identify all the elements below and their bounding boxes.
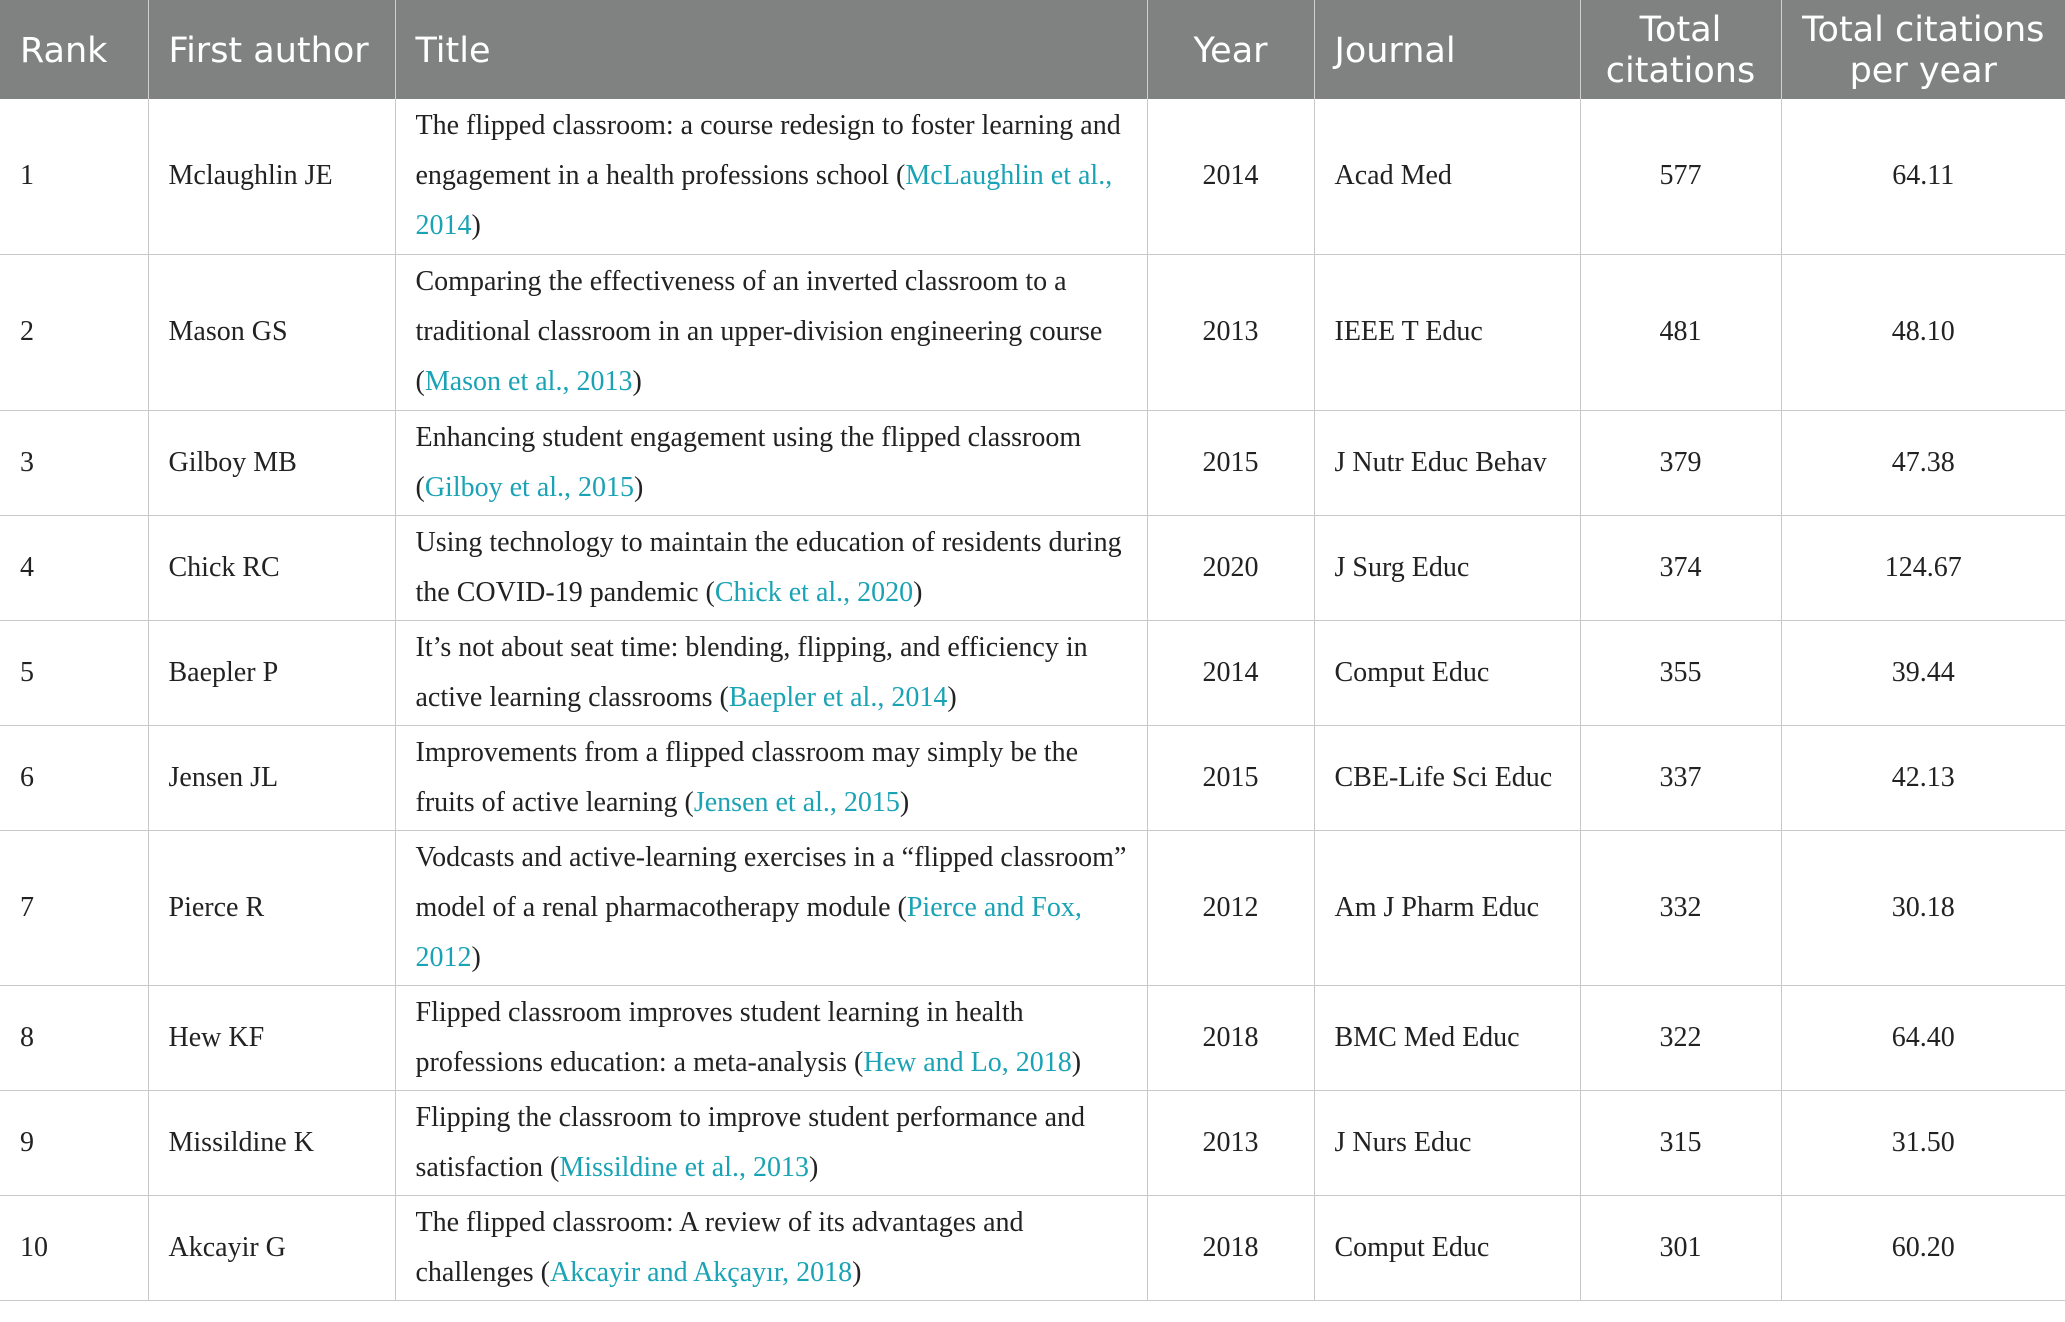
total-citations-cell: 355 [1580, 620, 1781, 725]
title-cell [395, 1195, 1147, 1300]
rank-cell: 4 [0, 515, 148, 620]
citation-link[interactable]: McLaughlin et al., 2014 [415, 160, 1113, 242]
total-citations-cell: 577 [1580, 99, 1781, 254]
author-cell: Jensen JL [148, 725, 395, 830]
closing-paren: ) [632, 366, 642, 397]
total-citations-cell: 301 [1580, 1195, 1781, 1300]
rank-cell: 6 [0, 725, 148, 830]
citations-per-year-cell: 64.11 [1781, 99, 2065, 254]
title-cell [395, 410, 1147, 515]
author-cell: Pierce R [148, 830, 395, 985]
year-cell: 2020 [1147, 515, 1314, 620]
year-cell: 2018 [1147, 985, 1314, 1090]
closing-paren: ) [471, 941, 481, 973]
journal-cell: IEEE T Educ [1314, 254, 1580, 410]
table-row [0, 1195, 2065, 1300]
title-text: The flipped classroom: a course redesign to foster learning and engagement in a health professions school ( [415, 110, 1121, 192]
year-cell: 2013 [1147, 254, 1314, 410]
title-cell [395, 725, 1147, 830]
rank-cell: 7 [0, 830, 148, 985]
citation-link[interactable]: Baepler et al., 2014 [728, 681, 948, 713]
title-text: It’s not about seat time: blending, flipping, and efficiency in active learning classrooms ( [415, 631, 1088, 713]
author-cell: Baepler P [148, 620, 395, 725]
journal-cell: Comput Educ [1314, 620, 1580, 725]
citations-per-year-cell: 48.10 [1781, 254, 2065, 410]
year-cell: 2015 [1147, 725, 1314, 830]
title-cell [395, 985, 1147, 1090]
year-cell: 2013 [1147, 1090, 1314, 1195]
author-cell: Gilboy MB [148, 410, 395, 515]
citation-link[interactable]: Chick et al., 2020 [714, 576, 914, 608]
rank-cell: 2 [0, 254, 148, 410]
title-cell [395, 830, 1147, 985]
table-body [0, 99, 2065, 1300]
citations-per-year-cell: 30.18 [1781, 830, 2065, 985]
author-cell: Hew KF [148, 985, 395, 1090]
total-citations-cell: 481 [1580, 254, 1781, 410]
journal-cell: Am J Pharm Educ [1314, 830, 1580, 985]
title-text: Vodcasts and active-learning exercises in a “flipped classroom” model of a renal pharmacotherapy module ( [415, 841, 1127, 923]
closing-paren: ) [471, 210, 481, 242]
journal-cell: Acad Med [1314, 99, 1580, 254]
table-row [0, 620, 2065, 725]
closing-paren: ) [809, 1151, 819, 1183]
header-total-citations: Total citations [1580, 0, 1781, 99]
journal-cell: J Nutr Educ Behav [1314, 410, 1580, 515]
table-header [0, 0, 2065, 99]
citation-link[interactable]: Hew and Lo, 2018 [863, 1046, 1072, 1078]
title-text: Using technology to maintain the education of residents during the COVID-19 pandemic ( [415, 526, 1122, 608]
closing-paren: ) [913, 576, 923, 608]
author-cell: Mclaughlin JE [148, 99, 395, 254]
header-citations-per-year: Total citations per year [1781, 0, 2065, 99]
total-citations-cell: 379 [1580, 410, 1781, 515]
closing-paren: ) [947, 681, 957, 713]
table-row [0, 515, 2065, 620]
rank-cell: 1 [0, 99, 148, 254]
author-cell: Mason GS [148, 254, 395, 410]
author-cell: Akcayir G [148, 1195, 395, 1300]
title-text: Improvements from a flipped classroom may simply be the fruits of active learning ( [415, 736, 1079, 818]
closing-paren: ) [1071, 1046, 1082, 1078]
rank-cell: 8 [0, 985, 148, 1090]
journal-cell: CBE-Life Sci Educ [1314, 725, 1580, 830]
title-text: Comparing the effectiveness of an inverted classroom to a traditional classroom in an upper-division engineering course ( [415, 266, 1103, 397]
header-rank: Rank [0, 0, 148, 99]
citations-per-year-cell: 60.20 [1781, 1195, 2065, 1300]
citations-per-year-cell: 64.40 [1781, 985, 2065, 1090]
journal-cell: Comput Educ [1314, 1195, 1580, 1300]
header-journal: Journal [1314, 0, 1580, 99]
journal-cell: J Nurs Educ [1314, 1090, 1580, 1195]
table-row [0, 254, 2065, 410]
year-cell: 2015 [1147, 410, 1314, 515]
citations-per-year-cell: 47.38 [1781, 410, 2065, 515]
citation-link[interactable]: Missildine et al., 2013 [559, 1151, 809, 1183]
total-citations-cell: 322 [1580, 985, 1781, 1090]
table-row [0, 410, 2065, 515]
citations-per-year-cell: 39.44 [1781, 620, 2065, 725]
header-first-author: First author [148, 0, 395, 99]
year-cell: 2014 [1147, 620, 1314, 725]
citations-per-year-cell: 42.13 [1781, 725, 2065, 830]
title-text: Flipping the classroom to improve student performance and satisfaction ( [415, 1101, 1086, 1183]
table-row [0, 1090, 2065, 1195]
rank-cell: 10 [0, 1195, 148, 1300]
header-year: Year [1147, 0, 1314, 99]
header-title: Title [395, 0, 1147, 99]
table-row [0, 99, 2065, 254]
closing-paren: ) [899, 786, 910, 818]
rank-cell: 5 [0, 620, 148, 725]
rank-cell: 3 [0, 410, 148, 515]
author-cell: Chick RC [148, 515, 395, 620]
author-cell: Missildine K [148, 1090, 395, 1195]
title-text: The flipped classroom: A review of its advantages and challenges ( [415, 1206, 1024, 1288]
citations-per-year-cell: 31.50 [1781, 1090, 2065, 1195]
total-citations-cell: 374 [1580, 515, 1781, 620]
citation-link[interactable]: Gilboy et al., 2015 [424, 471, 635, 503]
year-cell: 2014 [1147, 99, 1314, 254]
citations-per-year-cell: 124.67 [1781, 515, 2065, 620]
citation-link[interactable]: Jensen et al., 2015 [693, 786, 900, 818]
title-text: Enhancing student engagement using the flipped classroom ( [415, 421, 1082, 503]
closing-paren: ) [634, 471, 644, 503]
total-citations-cell: 315 [1580, 1090, 1781, 1195]
title-cell [395, 99, 1147, 254]
journal-cell: BMC Med Educ [1314, 985, 1580, 1090]
citation-link[interactable]: Pierce and Fox, 2012 [415, 891, 1082, 973]
title-cell [395, 620, 1147, 725]
table-row [0, 725, 2065, 830]
total-citations-cell: 337 [1580, 725, 1781, 830]
table-row [0, 985, 2065, 1090]
table-row [0, 830, 2065, 985]
closing-paren: ) [852, 1256, 862, 1288]
citation-link[interactable]: Mason et al., 2013 [424, 366, 633, 397]
year-cell: 2012 [1147, 830, 1314, 985]
title-cell [395, 1090, 1147, 1195]
year-cell: 2018 [1147, 1195, 1314, 1300]
journal-cell: J Surg Educ [1314, 515, 1580, 620]
title-cell [395, 515, 1147, 620]
total-citations-cell: 332 [1580, 830, 1781, 985]
title-cell [395, 254, 1147, 410]
citation-link[interactable]: Akcayir and Akçayır, 2018 [550, 1256, 853, 1288]
rank-cell: 9 [0, 1090, 148, 1195]
title-text: Flipped classroom improves student learning in health professions education: a meta-analysis ( [415, 996, 1024, 1078]
header-row [0, 0, 2065, 99]
